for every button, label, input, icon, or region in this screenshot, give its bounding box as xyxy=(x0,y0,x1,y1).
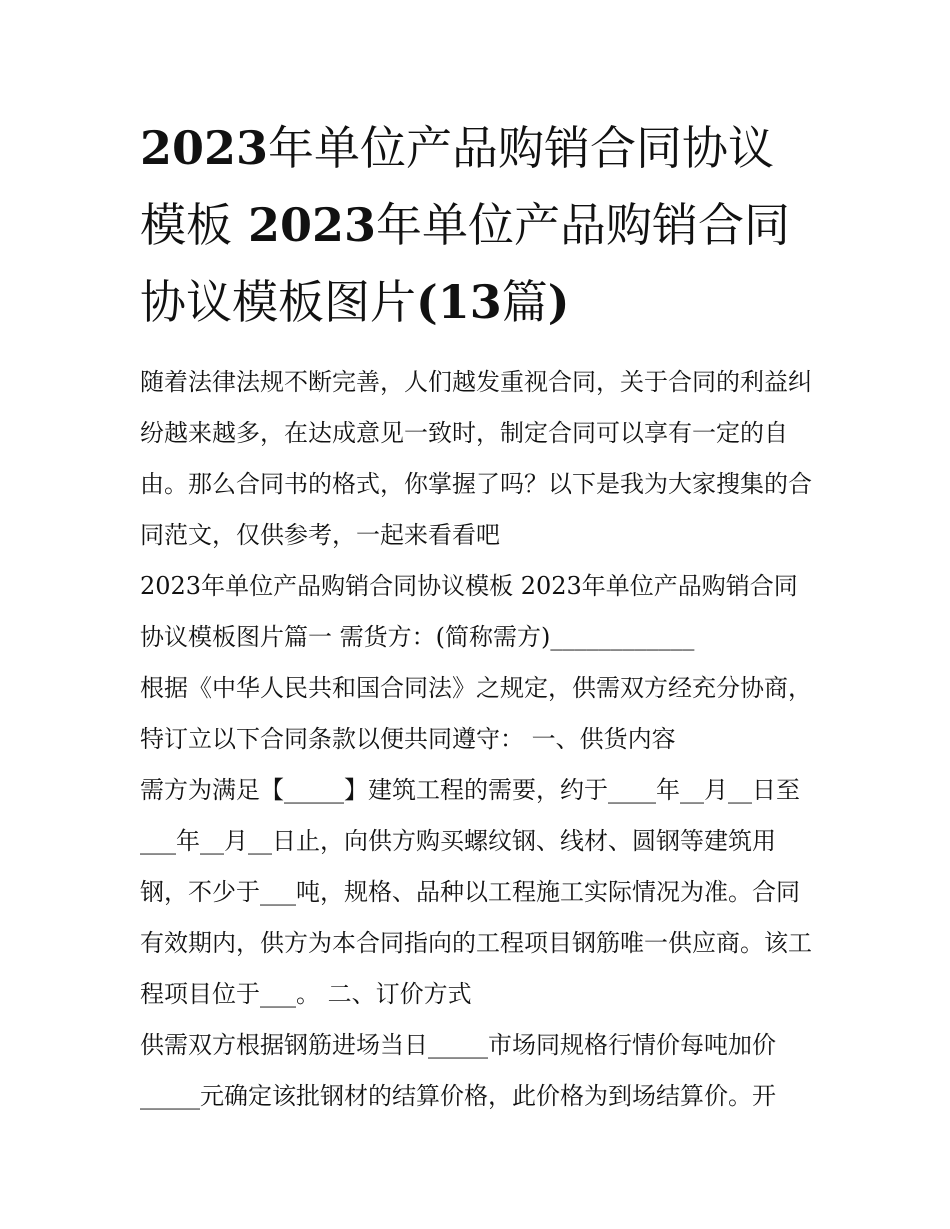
title-part-name: 年单位产品购销合同协议模板 xyxy=(140,121,775,252)
intro-paragraph: 随着法律法规不断完善，人们越发重视合同，关于合同的利益纠纷越来越多，在达成意见一致时，制定合同可以享有一定的自由。那么合同书的格式，你掌握了吗？以下是我为大家搜集的合同范文，仅供参考，一起来看看吧 xyxy=(140,368,812,549)
document-page xyxy=(140,110,816,1122)
title-part-count: (13 xyxy=(416,275,502,329)
title-part-unit: 篇 xyxy=(501,275,548,329)
paragraph-supply-content: 需方为满足【_____】建筑工程的需要，约于____年__月__日至___年__月__日止，向供方购买螺纹钢、线材、圆钢等建筑用钢，不少于___吨，规格、品种以工程施工实际情况为准。合同有效期内，供方为本合同指向的工程项目钢筋唯一供应商。该工程项目位于___。 二、订价方式 xyxy=(140,776,812,1008)
title-part-close: ) xyxy=(547,275,570,329)
paragraph-pricing: 供需双方根据钢筋进场当日_____市场同规格行情价每吨加价_____元确定该批钢材的结算价格，此价格为到场结算价。开 xyxy=(140,1031,776,1110)
paragraph-legal-basis: 根据《中华人民共和国合同法》之规定，供需双方经充分协商，特订立以下合同条款以便共同遵守： 一、供货内容 xyxy=(140,674,812,753)
paragraph-section-header: 2023年单位产品购销合同协议模板 2023年单位产品购销合同协议模板图片篇一 需货方：(简称需方)____________ xyxy=(140,572,798,651)
document-title xyxy=(140,110,816,341)
title-part-year-2: 2023 xyxy=(232,198,377,252)
title-part-year: 2023 xyxy=(140,121,269,175)
title-part-name-2: 年单位产品购销合同协议模板图片 xyxy=(140,198,791,329)
